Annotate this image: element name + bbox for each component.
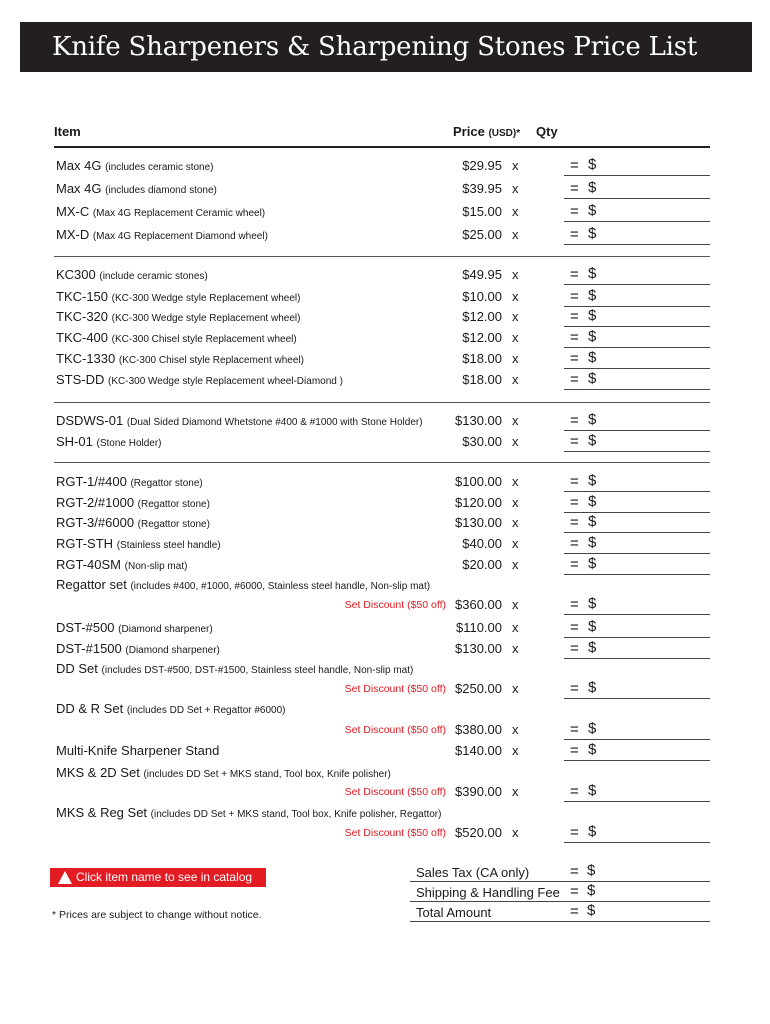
dollar-sign: $ — [588, 156, 597, 173]
item-code: Multi-Knife Sharpener Stand — [56, 743, 220, 758]
times-sign: x — [512, 434, 519, 449]
item-name[interactable] — [56, 536, 221, 551]
set-discount-label: Set Discount ($50 off) — [344, 827, 446, 839]
dollar-sign: $ — [588, 202, 597, 219]
equals-sign: = — [570, 619, 579, 636]
times-sign: x — [512, 309, 519, 324]
amount-line — [564, 451, 710, 452]
dollar-sign: $ — [588, 555, 597, 572]
item-description: (KC-300 Wedge style Replacement wheel) — [111, 313, 301, 324]
equals-sign: = — [570, 883, 579, 900]
item-price: $12.00 — [462, 330, 502, 345]
catalog-link-button[interactable] — [50, 868, 266, 887]
item-description: (includes DD Set + MKS stand, Tool box, Knife polisher, Regattor) — [150, 809, 442, 820]
amount-line — [564, 739, 710, 740]
times-sign: x — [512, 158, 519, 173]
item-price: $49.95 — [462, 267, 502, 282]
equals-sign: = — [570, 903, 579, 920]
item-description: (Stainless steel handle) — [116, 540, 221, 551]
item-description: (Max 4G Replacement Ceramic wheel) — [92, 208, 266, 219]
dollar-sign: $ — [588, 370, 597, 387]
equals-sign: = — [570, 308, 579, 325]
item-name[interactable] — [56, 557, 187, 572]
item-name[interactable] — [56, 765, 391, 780]
group-divider — [54, 402, 710, 403]
times-sign: x — [512, 681, 519, 696]
summary-label: Sales Tax (CA only) — [416, 865, 530, 880]
times-sign: x — [512, 784, 519, 799]
item-name[interactable] — [56, 434, 162, 449]
dollar-sign: $ — [588, 432, 597, 449]
amount-line — [564, 175, 710, 176]
amount-line — [564, 198, 710, 199]
dollar-sign: $ — [588, 679, 597, 696]
item-price: $15.00 — [462, 204, 502, 219]
amount-line — [564, 637, 710, 638]
price-row[interactable] — [54, 534, 714, 554]
set-discount-row[interactable] — [54, 720, 714, 740]
item-name[interactable] — [56, 158, 214, 173]
price-row[interactable] — [54, 287, 714, 307]
item-price: $360.00 — [455, 597, 502, 612]
item-code: KC300 — [56, 267, 96, 282]
dollar-sign: $ — [588, 595, 597, 612]
equals-sign: = — [570, 680, 579, 697]
amount-line — [564, 326, 710, 327]
amount-line — [564, 430, 710, 431]
amount-line — [564, 221, 710, 222]
amount-line — [564, 491, 710, 492]
price-row[interactable] — [54, 699, 714, 719]
equals-sign: = — [570, 494, 579, 511]
equals-sign: = — [570, 742, 579, 759]
times-sign: x — [512, 825, 519, 840]
amount-line — [564, 614, 710, 615]
equals-sign: = — [570, 266, 579, 283]
equals-sign: = — [570, 556, 579, 573]
times-sign: x — [512, 743, 519, 758]
item-code: MKS & Reg Set — [56, 805, 148, 820]
item-code: RGT-STH — [56, 536, 114, 551]
item-code: DST-#1500 — [56, 641, 122, 656]
amount-line — [564, 532, 710, 533]
times-sign: x — [512, 722, 519, 737]
item-description: (includes DST-#500, DST-#1500, Stainless steel handle, Non-slip mat) — [101, 665, 414, 676]
dollar-sign: $ — [588, 720, 597, 737]
warning-icon — [58, 871, 72, 884]
equals-sign: = — [570, 329, 579, 346]
dollar-sign: $ — [588, 349, 597, 366]
item-code: Max 4G — [56, 158, 102, 173]
item-name[interactable] — [56, 309, 300, 324]
summary-label: Total Amount — [416, 905, 492, 920]
item-name[interactable] — [56, 330, 297, 345]
price-row[interactable] — [54, 639, 714, 659]
times-sign: x — [512, 515, 519, 530]
dollar-sign: $ — [588, 265, 597, 282]
price-footnote: * Prices are subject to change without notice. — [52, 909, 262, 921]
item-code: RGT-1/#400 — [56, 474, 127, 489]
item-description: (Regattor stone) — [130, 478, 203, 489]
amount-line — [564, 801, 710, 802]
item-description: (Regattor stone) — [137, 519, 210, 530]
equals-sign: = — [570, 350, 579, 367]
equals-sign: = — [570, 824, 579, 841]
item-name[interactable] — [56, 701, 286, 716]
item-price: $10.00 — [462, 289, 502, 304]
set-discount-label: Set Discount ($50 off) — [344, 786, 446, 798]
item-description: (Regattor stone) — [137, 499, 210, 510]
price-row[interactable] — [54, 411, 714, 431]
equals-sign: = — [570, 721, 579, 738]
times-sign: x — [512, 474, 519, 489]
dollar-sign: $ — [588, 328, 597, 345]
dollar-sign: $ — [588, 493, 597, 510]
set-discount-label: Set Discount ($50 off) — [344, 683, 446, 695]
times-sign: x — [512, 227, 519, 242]
equals-sign: = — [570, 863, 579, 880]
set-discount-label: Set Discount ($50 off) — [344, 599, 446, 611]
times-sign: x — [512, 620, 519, 635]
item-code: STS-DD — [56, 372, 105, 387]
dollar-sign: $ — [588, 287, 597, 304]
item-code: DST-#500 — [56, 620, 115, 635]
amount-line — [564, 347, 710, 348]
times-sign: x — [512, 204, 519, 219]
price-row[interactable] — [54, 265, 714, 285]
header-rule — [54, 146, 710, 148]
item-description: (Max 4G Replacement Diamond wheel) — [92, 231, 268, 242]
equals-sign: = — [570, 157, 579, 174]
item-code: RGT-3/#6000 — [56, 515, 135, 530]
item-description: (includes diamond stone) — [105, 185, 217, 196]
item-code: TKC-150 — [56, 289, 109, 304]
item-name[interactable] — [56, 204, 265, 219]
times-sign: x — [512, 641, 519, 656]
item-price: $100.00 — [455, 474, 502, 489]
item-name[interactable] — [56, 743, 219, 758]
item-name[interactable] — [56, 661, 413, 676]
equals-sign: = — [570, 433, 579, 450]
set-discount-row[interactable] — [54, 595, 714, 615]
equals-sign: = — [570, 473, 579, 490]
equals-sign: = — [570, 226, 579, 243]
price-row[interactable] — [54, 432, 714, 452]
item-description: (Stone Holder) — [96, 438, 162, 449]
shipping-row[interactable] — [410, 882, 710, 902]
price-row[interactable] — [54, 202, 714, 222]
item-description: (Diamond sharpener) — [125, 645, 220, 656]
item-name[interactable] — [56, 474, 203, 489]
item-description: (includes DD Set + Regattor #6000) — [126, 705, 286, 716]
column-header-item: Item — [54, 124, 81, 139]
sales-tax-row[interactable] — [410, 862, 710, 882]
item-price: $380.00 — [455, 722, 502, 737]
dollar-sign: $ — [588, 823, 597, 840]
price-row[interactable] — [54, 493, 714, 513]
times-sign: x — [512, 413, 519, 428]
price-row[interactable] — [54, 659, 714, 679]
price-row[interactable] — [54, 803, 714, 823]
price-row[interactable] — [54, 763, 714, 783]
item-name[interactable] — [56, 620, 213, 635]
dollar-sign: $ — [588, 179, 597, 196]
summary-label: Shipping & Handling Fee — [416, 885, 560, 900]
price-unit: (USD)* — [488, 128, 521, 139]
item-description: (KC-300 Wedge style Replacement wheel-Diamond ) — [108, 376, 343, 387]
amount-line — [564, 389, 710, 390]
item-price: $12.00 — [462, 309, 502, 324]
amount-line — [564, 842, 710, 843]
item-code: RGT-40SM — [56, 557, 122, 572]
item-name[interactable] — [56, 495, 210, 510]
item-description: (Dual Sided Diamond Whetstone #400 & #1000 with Stone Holder) — [126, 417, 423, 428]
item-name[interactable] — [56, 289, 300, 304]
item-code: DSDWS-01 — [56, 413, 124, 428]
amount-line — [564, 760, 710, 761]
item-code: TKC-400 — [56, 330, 109, 345]
item-description: (Non-slip mat) — [124, 561, 188, 572]
item-code: TKC-1330 — [56, 351, 116, 366]
item-code: RGT-2/#1000 — [56, 495, 135, 510]
dollar-sign: $ — [587, 862, 596, 879]
item-description: (KC-300 Wedge style Replacement wheel) — [111, 293, 301, 304]
item-price: $18.00 — [462, 372, 502, 387]
item-price: $40.00 — [462, 536, 502, 551]
item-code: Max 4G — [56, 181, 102, 196]
dollar-sign: $ — [588, 639, 597, 656]
column-header-qty: Qty — [536, 124, 558, 139]
times-sign: x — [512, 557, 519, 572]
amount-line — [564, 284, 710, 285]
item-price: $20.00 — [462, 557, 502, 572]
item-description: (includes DD Set + MKS stand, Tool box, Knife polisher) — [143, 769, 391, 780]
price-row[interactable] — [54, 225, 714, 245]
equals-sign: = — [570, 203, 579, 220]
equals-sign: = — [570, 640, 579, 657]
item-code: DD & R Set — [56, 701, 124, 716]
amount-line — [564, 244, 710, 245]
equals-sign: = — [570, 596, 579, 613]
times-sign: x — [512, 495, 519, 510]
item-price: $250.00 — [455, 681, 502, 696]
set-discount-row[interactable] — [54, 679, 714, 699]
item-code: DD Set — [56, 661, 98, 676]
group-divider — [54, 256, 710, 257]
set-discount-row[interactable] — [54, 823, 714, 843]
item-price: $520.00 — [455, 825, 502, 840]
item-price: $110.00 — [455, 620, 502, 635]
price-row[interactable] — [54, 307, 714, 327]
catalog-link-label: Click item name to see in catalog — [76, 870, 253, 884]
dollar-sign: $ — [588, 534, 597, 551]
equals-sign: = — [570, 783, 579, 800]
price-row[interactable] — [54, 575, 714, 595]
dollar-sign: $ — [588, 225, 597, 242]
times-sign: x — [512, 181, 519, 196]
set-discount-label: Set Discount ($50 off) — [344, 724, 446, 736]
price-row[interactable] — [54, 472, 714, 492]
amount-line — [564, 553, 710, 554]
item-description: (KC-300 Chisel style Replacement wheel) — [111, 334, 297, 345]
item-name[interactable] — [56, 641, 220, 656]
item-name[interactable] — [56, 577, 430, 592]
total-line — [410, 921, 710, 922]
dollar-sign: $ — [587, 882, 596, 899]
dollar-sign: $ — [588, 411, 597, 428]
item-code: MKS & 2D Set — [56, 765, 140, 780]
times-sign: x — [512, 267, 519, 282]
group-divider — [54, 462, 710, 463]
price-row[interactable] — [54, 741, 714, 761]
item-code: Regattor set — [56, 577, 127, 592]
dollar-sign: $ — [588, 782, 597, 799]
dollar-sign: $ — [588, 472, 597, 489]
item-price: $29.95 — [462, 158, 502, 173]
item-code: MX-C — [56, 204, 90, 219]
item-description: (includes #400, #1000, #6000, Stainless steel handle, Non-slip mat) — [130, 581, 431, 592]
item-price: $25.00 — [462, 227, 502, 242]
item-price: $18.00 — [462, 351, 502, 366]
item-name[interactable] — [56, 351, 304, 366]
item-code: SH-01 — [56, 434, 93, 449]
equals-sign: = — [570, 288, 579, 305]
item-price: $39.95 — [462, 181, 502, 196]
price-row[interactable] — [54, 370, 714, 390]
item-price: $130.00 — [455, 641, 502, 656]
item-name[interactable] — [56, 227, 268, 242]
price-row[interactable] — [54, 618, 714, 638]
dollar-sign: $ — [588, 741, 597, 758]
price-row[interactable] — [54, 328, 714, 348]
times-sign: x — [512, 330, 519, 345]
item-description: (include ceramic stones) — [99, 271, 208, 282]
item-price: $30.00 — [462, 434, 502, 449]
price-row[interactable] — [54, 179, 714, 199]
item-price: $390.00 — [455, 784, 502, 799]
column-header-price — [453, 124, 520, 139]
price-row[interactable] — [54, 513, 714, 533]
times-sign: x — [512, 536, 519, 551]
item-name[interactable] — [56, 181, 217, 196]
item-price: $130.00 — [455, 515, 502, 530]
amount-line — [564, 368, 710, 369]
item-name[interactable] — [56, 515, 210, 530]
times-sign: x — [512, 597, 519, 612]
item-code: TKC-320 — [56, 309, 109, 324]
equals-sign: = — [570, 535, 579, 552]
price-row[interactable] — [54, 349, 714, 369]
times-sign: x — [512, 372, 519, 387]
times-sign: x — [512, 289, 519, 304]
times-sign: x — [512, 351, 519, 366]
price-row[interactable] — [54, 555, 714, 575]
equals-sign: = — [570, 412, 579, 429]
item-name[interactable] — [56, 805, 441, 820]
item-description: (includes ceramic stone) — [105, 162, 214, 173]
item-price: $120.00 — [455, 495, 502, 510]
dollar-sign: $ — [587, 902, 596, 919]
item-name[interactable] — [56, 267, 208, 282]
dollar-sign: $ — [588, 618, 597, 635]
item-name[interactable] — [56, 372, 343, 387]
page-title: Knife Sharpeners & Sharpening Stones Price List — [20, 22, 752, 72]
equals-sign: = — [570, 514, 579, 531]
item-description: (Diamond sharpener) — [118, 624, 213, 635]
price-label: Price — [453, 124, 485, 139]
dollar-sign: $ — [588, 307, 597, 324]
item-description: (KC-300 Chisel style Replacement wheel) — [118, 355, 304, 366]
item-name[interactable] — [56, 413, 423, 428]
item-price: $140.00 — [455, 743, 502, 758]
set-discount-row[interactable] — [54, 782, 714, 802]
price-row[interactable] — [54, 156, 714, 176]
dollar-sign: $ — [588, 513, 597, 530]
total-amount-row[interactable] — [410, 902, 710, 922]
item-code: MX-D — [56, 227, 90, 242]
item-price: $130.00 — [455, 413, 502, 428]
equals-sign: = — [570, 371, 579, 388]
equals-sign: = — [570, 180, 579, 197]
